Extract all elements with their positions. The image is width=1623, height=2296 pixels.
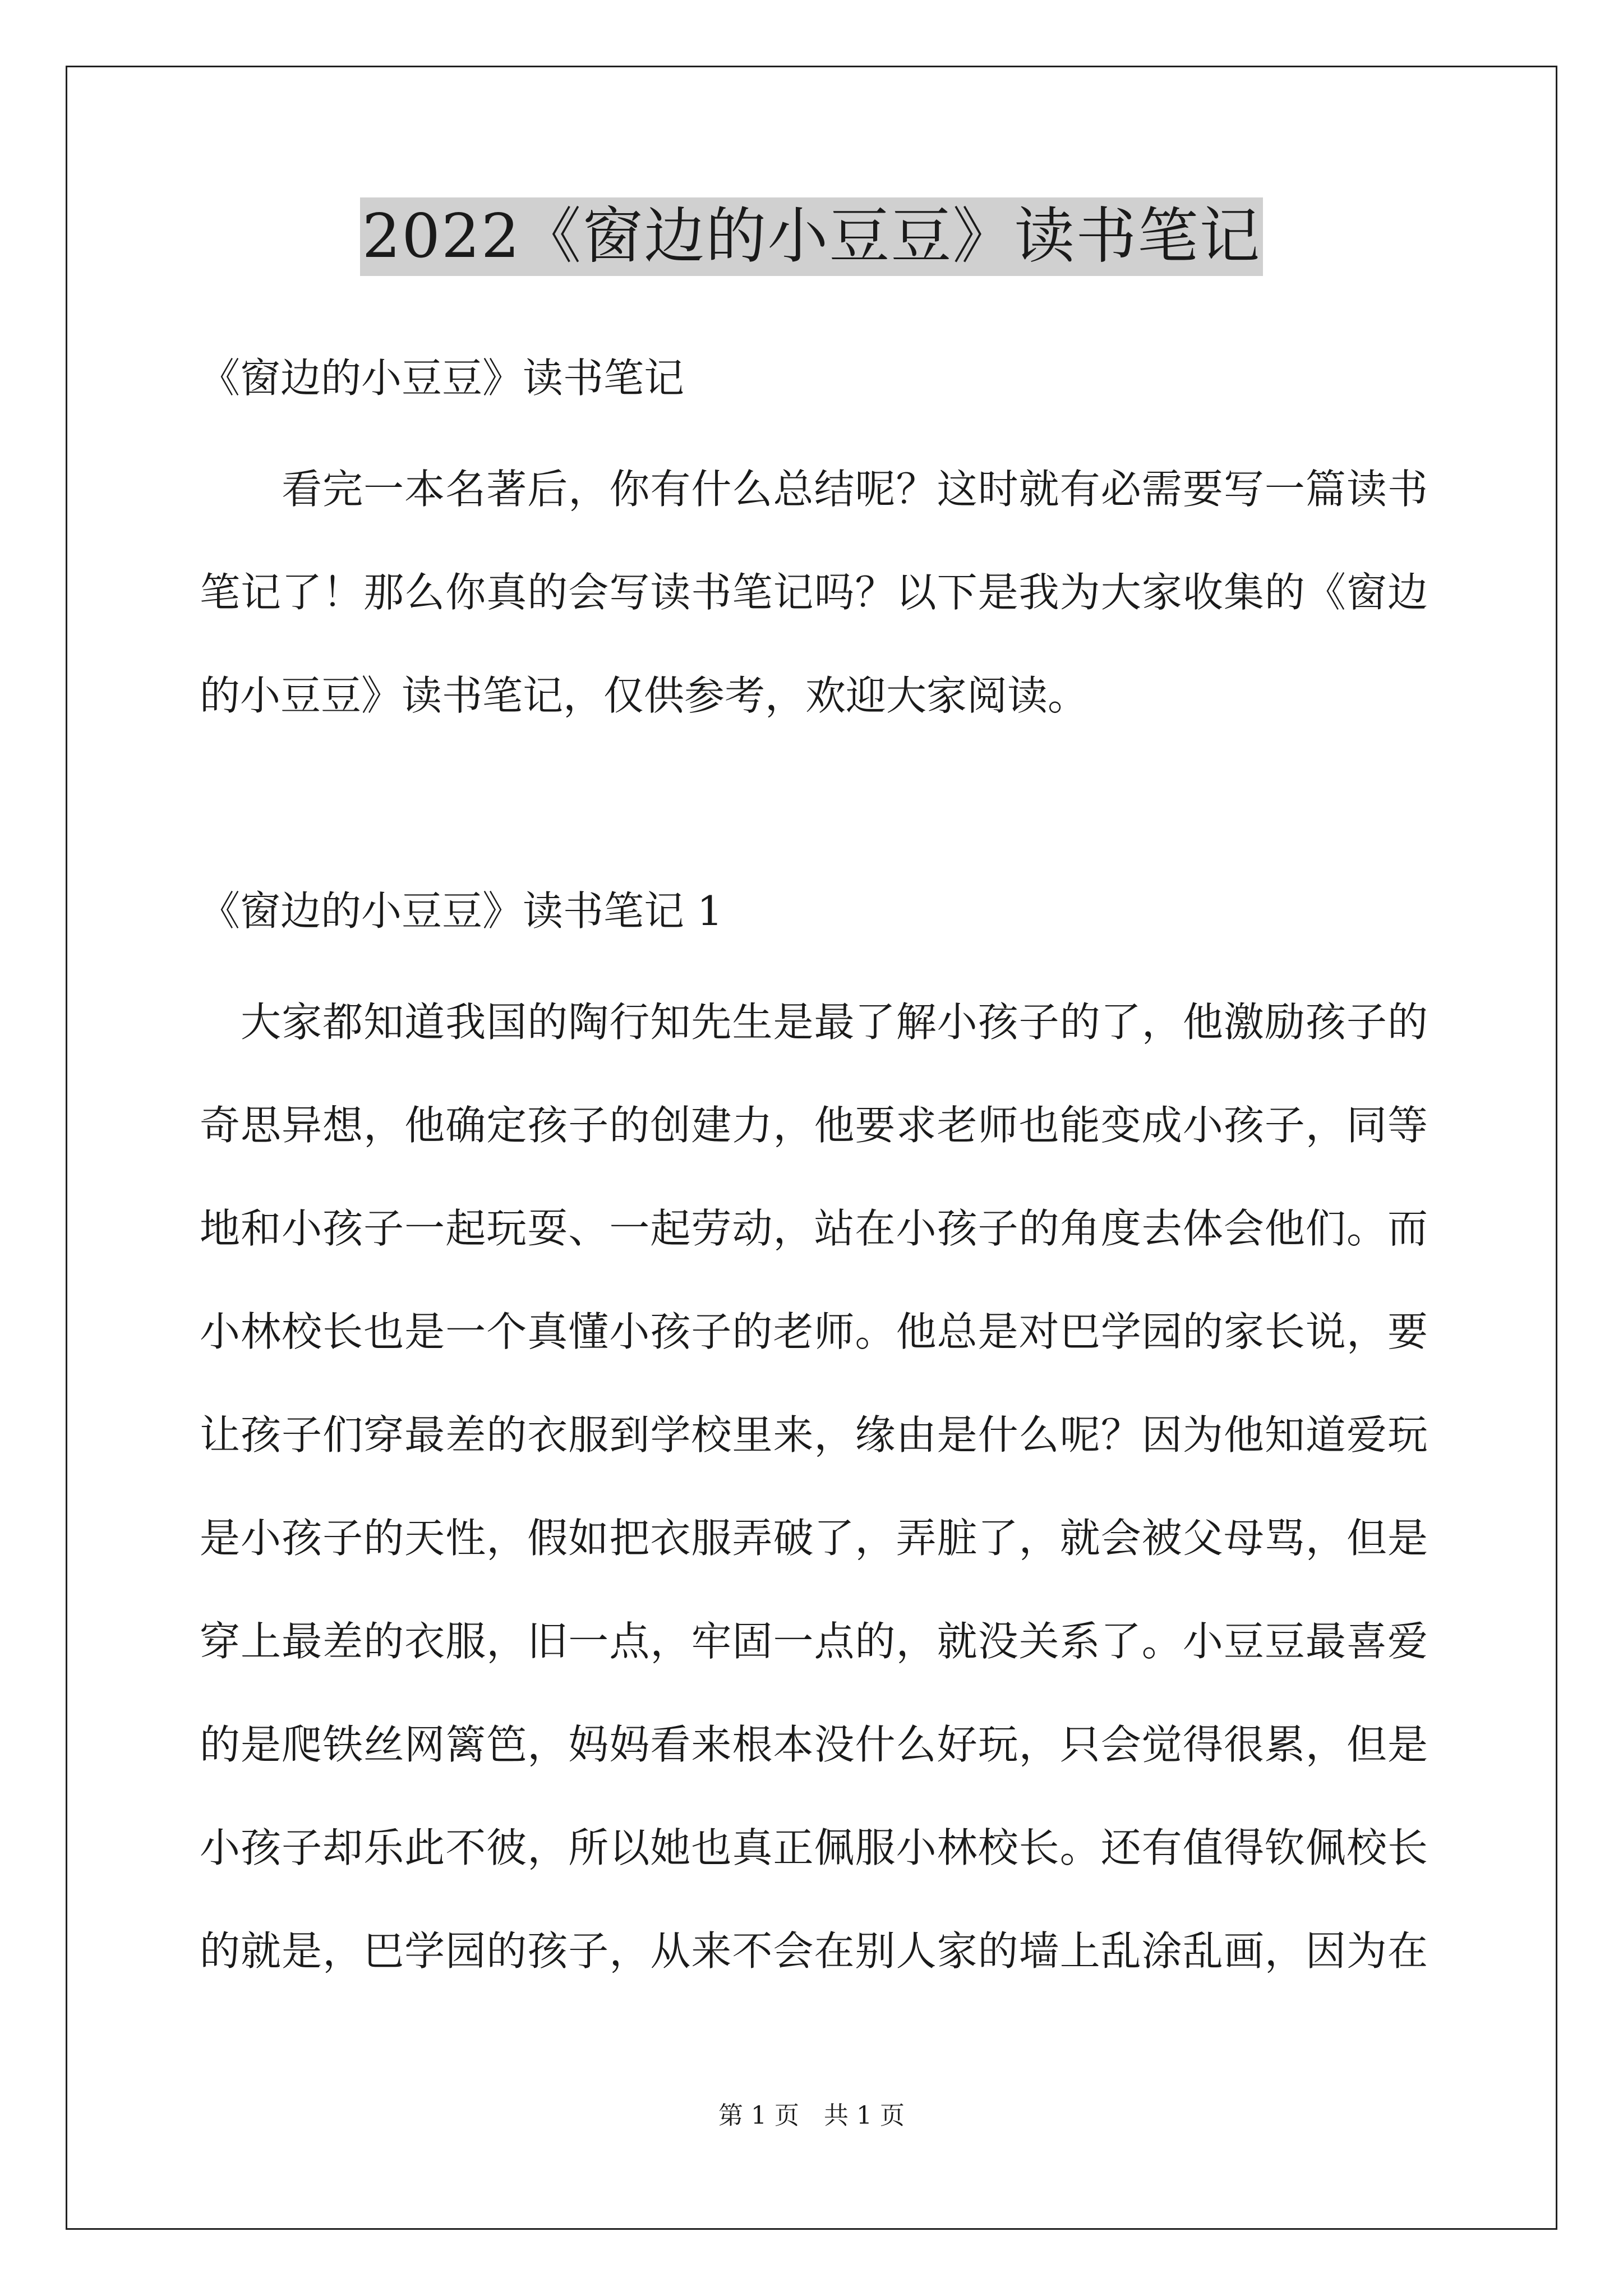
intro-line: 的小豆豆》读书笔记，仅供参考，欢迎大家阅读。 bbox=[200, 672, 1089, 719]
intro-line: 看完一本名著后，你有什么总结呢？这时就有必需要写一篇读书 bbox=[200, 466, 1428, 513]
body-line: 穿上最差的衣服，旧一点，牢固一点的，就没关系了。小豆豆最喜爱 bbox=[200, 1618, 1428, 1665]
intro-paragraph bbox=[200, 438, 1428, 747]
intro-line: 笔记了！那么你真的会写读书笔记吗？以下是我为大家收集的《窗边 bbox=[200, 569, 1428, 616]
body-line: 是小孩子的天性，假如把衣服弄破了，弄脏了，就会被父母骂，但是 bbox=[200, 1515, 1428, 1562]
body-line: 小孩子却乐此不彼，所以她也真正佩服小林校长。还有值得钦佩校长 bbox=[200, 1824, 1428, 1871]
page-footer: 第 1 页 共 1 页 bbox=[718, 2101, 905, 2130]
body-line: 小林校长也是一个真懂小孩子的老师。他总是对巴学园的家长说，要 bbox=[200, 1308, 1428, 1355]
section-heading: 《窗边的小豆豆》读书笔记 1 bbox=[200, 887, 723, 935]
body-line: 的就是，巴学园的孩子，从来不会在别人家的墙上乱涂乱画，因为在 bbox=[200, 1927, 1428, 1975]
document-title: 2022《窗边的小豆豆》读书笔记 bbox=[360, 197, 1264, 276]
document-subtitle: 《窗边的小豆豆》读书笔记 bbox=[200, 355, 685, 402]
title-container bbox=[0, 197, 1623, 276]
body-paragraph bbox=[200, 970, 1428, 2003]
body-line: 地和小孩子一起玩耍、一起劳动，站在小孩子的角度去体会他们。而 bbox=[200, 1205, 1428, 1252]
body-line: 奇思异想，他确定孩子的创建力，他要求老师也能变成小孩子，同等 bbox=[200, 1102, 1428, 1149]
body-line: 的是爬铁丝网篱笆，妈妈看来根本没什么好玩，只会觉得很累，但是 bbox=[200, 1721, 1428, 1768]
body-line: 让孩子们穿最差的衣服到学校里来，缘由是什么呢？因为他知道爱玩 bbox=[200, 1411, 1428, 1458]
body-line: 大家都知道我国的陶行知先生是最了解小孩子的了，他激励孩子的 bbox=[200, 999, 1428, 1046]
